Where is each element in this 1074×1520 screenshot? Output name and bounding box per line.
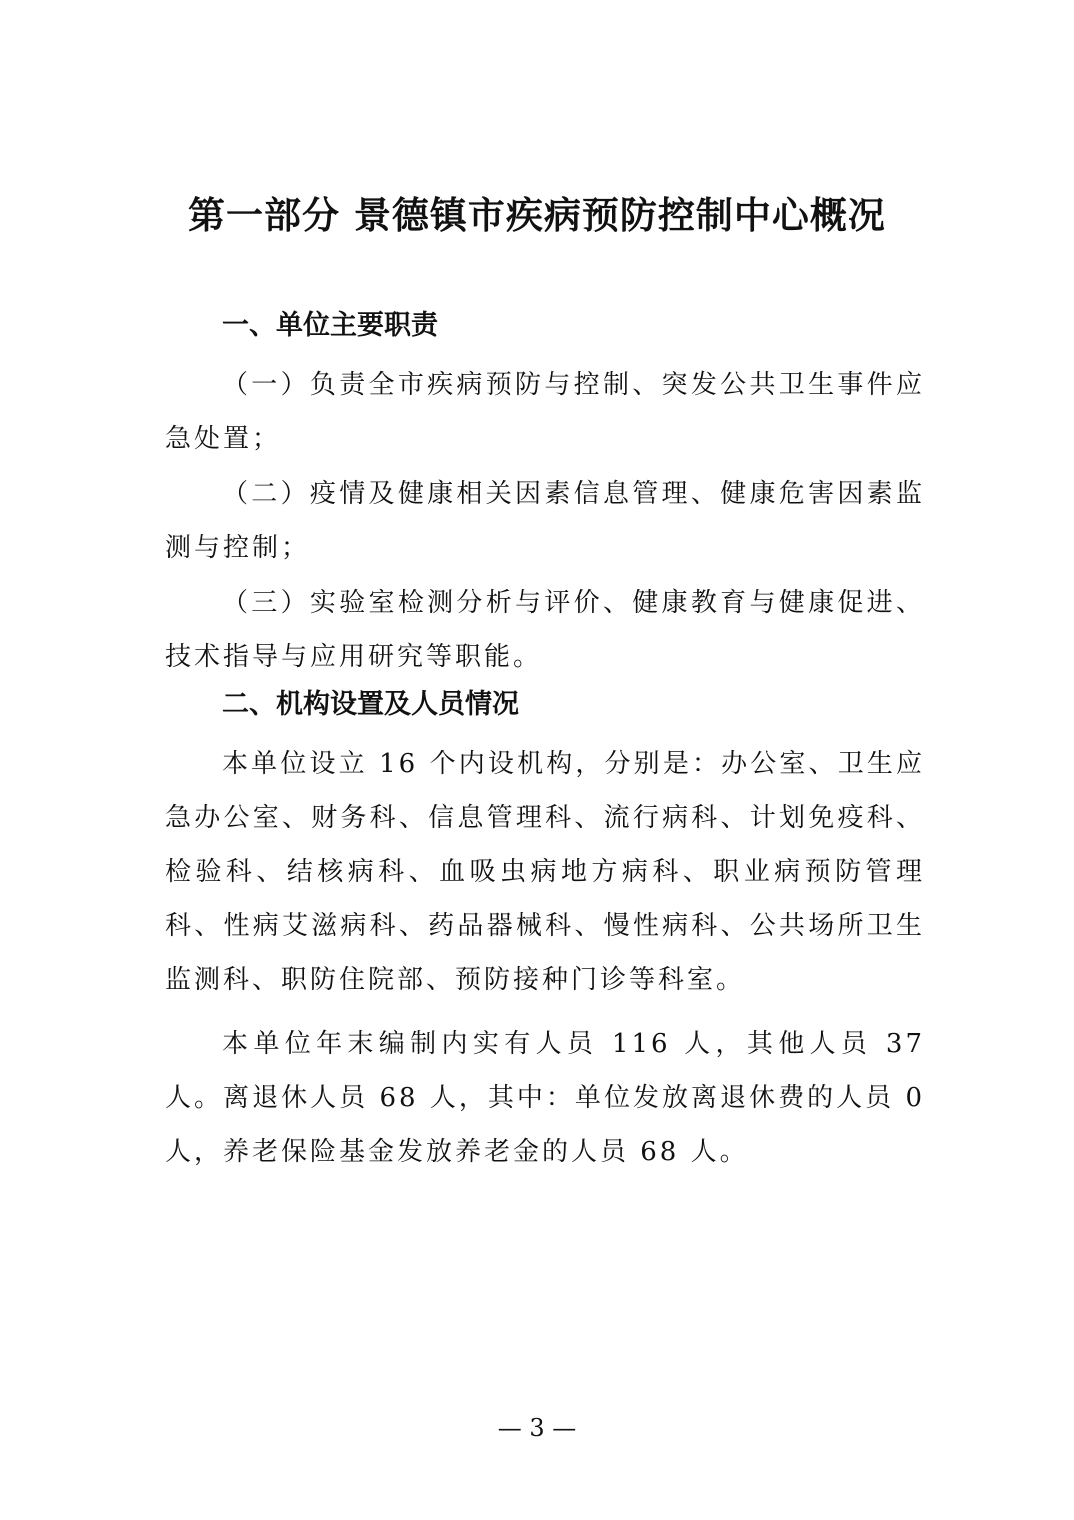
- page-title: 第一部分 景德镇市疾病预防控制中心概况: [188, 194, 886, 237]
- duty-item-1: （一）负责全市疾病预防与控制、突发公共卫生事件应急处置；: [165, 370, 925, 454]
- duty-item-3: （三）实验室检测分析与评价、健康教育与健康促进、技术指导与应用研究等职能。: [165, 588, 925, 672]
- organization-paragraph: 本单位设立 16 个内设机构，分别是：办公室、卫生应急办公室、财务科、信息管理科、流行病科、计划免疫科、检验科、结核病科、血吸虫病地方病科、职业病预防管理科、性病艾滋病科、药品器械科、慢性病科、公共场所卫生监测科、职防住院部、预防接种门诊等科室。: [165, 749, 925, 995]
- duty-item-2: （二）疫情及健康相关因素信息管理、健康危害因素监测与控制；: [165, 479, 925, 563]
- section-heading-duties: 一、单位主要职责: [222, 310, 438, 341]
- page-number: — 3 —: [497, 1414, 577, 1442]
- section-heading-organization: 二、机构设置及人员情况: [222, 689, 519, 720]
- staffing-paragraph: 本单位年末编制内实有人员 116 人，其他人员 37 人。离退休人员 68 人，其中：单位发放离退休费的人员 0 人，养老保险基金发放养老金的人员 68 人。: [165, 1029, 925, 1167]
